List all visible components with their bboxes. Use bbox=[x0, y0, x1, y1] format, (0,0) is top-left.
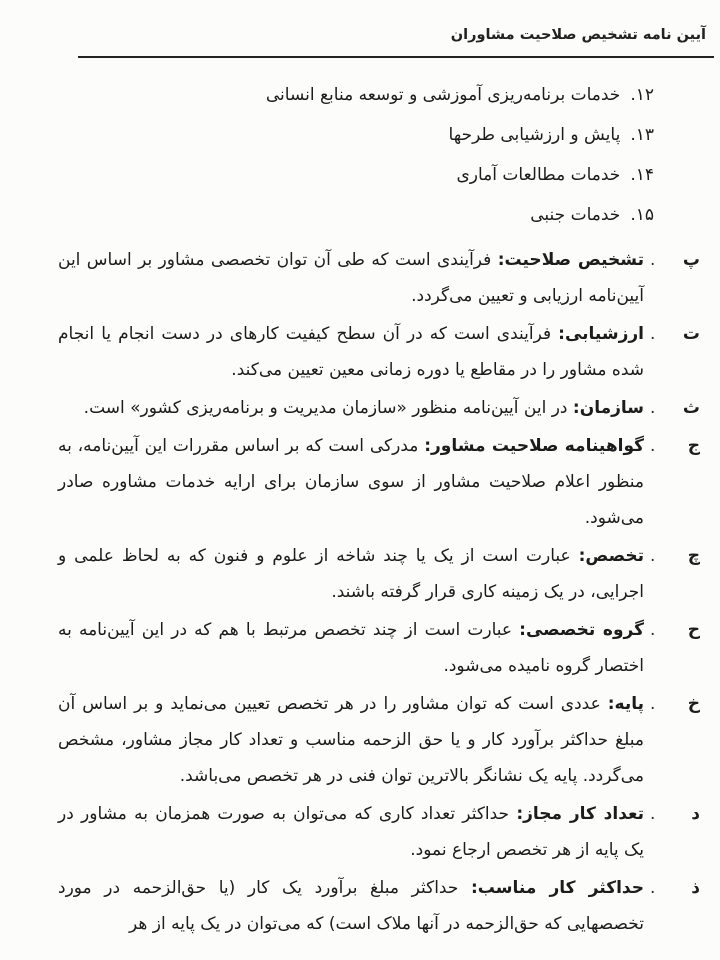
definition-body: فرآیندی است که طی آن توان تخصصی مشاور بر اساس این آیین‌نامه ارزیابی و تعیین می‌گردد. bbox=[58, 250, 644, 306]
definition-item bbox=[58, 242, 700, 314]
marker-dot: . bbox=[650, 694, 656, 714]
item-marker bbox=[644, 612, 700, 684]
item-label: خدمات مطالعات آماری bbox=[456, 165, 621, 185]
definition-item bbox=[58, 390, 700, 426]
marker-dot: . bbox=[650, 250, 656, 270]
item-label: خدمات جنبی bbox=[530, 205, 621, 225]
marker-dot: . bbox=[650, 324, 656, 344]
definition-body: عددی است که توان مشاور را در هر تخصص تعیین می‌نماید و بر اساس آن مبلغ حداکثر برآورد کار و یا حق الزحمه مناسب و تعداد کار مجاز مشاور، مشخص می‌گردد. پایه یک نشانگر بالاترین توان فنی در هر تخصص می‌باشد. bbox=[58, 694, 644, 786]
item-label: خدمات برنامه‌ریزی آموزشی و توسعه منابع انسانی bbox=[265, 85, 621, 105]
definition-term: تخصص: bbox=[578, 546, 644, 566]
marker-dot: . bbox=[650, 436, 656, 456]
item-number: ۱۵. bbox=[630, 205, 654, 225]
definition-term: گواهینامه صلاحیت مشاور: bbox=[424, 436, 644, 456]
service-list-item bbox=[0, 75, 654, 115]
definition-item bbox=[58, 796, 700, 868]
definition-body: عبارت است از یک یا چند شاخه از علوم و فنون که به لحاظ علمی و اجرایی، در یک زمینه کاری قرار گرفته باشند. bbox=[58, 546, 644, 602]
item-marker bbox=[644, 538, 700, 610]
item-marker bbox=[644, 316, 700, 388]
marker-letter: ح bbox=[687, 620, 700, 640]
definition-text bbox=[58, 428, 644, 536]
item-label: پایش و ارزشیابی طرحها bbox=[448, 125, 621, 145]
definitions-list bbox=[0, 242, 720, 942]
item-marker bbox=[644, 870, 700, 942]
marker-letter: ج bbox=[687, 436, 700, 456]
marker-letter: ذ bbox=[691, 878, 700, 898]
service-list-item bbox=[0, 115, 654, 155]
definition-body: فرآیندی است که در آن سطح کیفیت کارهای در دست انجام یا انجام شده مشاور را در مقاطع یا دوره زمانی معین تعیین می‌کند. bbox=[58, 324, 644, 380]
definition-item bbox=[58, 612, 700, 684]
definition-term: تعداد کار مجاز: bbox=[516, 804, 644, 824]
definition-text bbox=[58, 316, 644, 388]
item-number: ۱۲. bbox=[630, 85, 654, 105]
definition-text bbox=[58, 686, 644, 794]
definition-item bbox=[58, 538, 700, 610]
definition-item bbox=[58, 316, 700, 388]
service-list-item bbox=[0, 195, 654, 235]
marker-letter: ث bbox=[682, 398, 700, 418]
marker-dot: . bbox=[650, 804, 656, 824]
service-list bbox=[0, 75, 720, 235]
definition-term: گروه تخصصی: bbox=[519, 620, 645, 640]
item-marker bbox=[644, 242, 700, 314]
marker-letter: ت bbox=[682, 324, 700, 344]
header-divider bbox=[78, 56, 714, 58]
definition-term: حداکثر کار مناسب: bbox=[471, 878, 644, 898]
definition-text bbox=[58, 612, 644, 684]
item-number: ۱۴. bbox=[630, 165, 654, 185]
definition-term: سازمان: bbox=[572, 398, 644, 418]
item-marker bbox=[644, 686, 700, 794]
marker-dot: . bbox=[650, 620, 656, 640]
marker-dot: . bbox=[650, 398, 656, 418]
definition-text bbox=[58, 242, 644, 314]
definition-text bbox=[58, 796, 644, 868]
item-marker bbox=[644, 428, 700, 536]
definition-text bbox=[58, 538, 644, 610]
definition-item bbox=[58, 870, 700, 942]
definition-text bbox=[58, 390, 644, 426]
definition-body: حداکثر تعداد کاری که می‌توان به صورت همزمان به مشاور در یک پایه از هر تخصص ارجاع نمود. bbox=[58, 804, 644, 860]
item-marker bbox=[644, 796, 700, 868]
definition-term: پایه: bbox=[607, 694, 644, 714]
definition-item bbox=[58, 686, 700, 794]
definition-body: مدرکی است که بر اساس مقررات این آیین‌نامه، به منظور اعلام صلاحیت مشاور از سوی سازمان برای ارایه خدمات مشاوره صادر می‌شود. bbox=[58, 436, 644, 528]
definition-term: تشخیص صلاحیت: bbox=[497, 250, 644, 270]
definition-body: در این آیین‌نامه منظور «سازمان مدیریت و برنامه‌ریزی کشور» است. bbox=[83, 398, 568, 418]
definition-text bbox=[58, 870, 644, 942]
item-number: ۱۳. bbox=[630, 125, 654, 145]
marker-dot: . bbox=[650, 878, 656, 898]
definition-body: عبارت است از چند تخصص مرتبط با هم که در این آیین‌نامه به اختصار گروه نامیده می‌شود. bbox=[58, 620, 644, 676]
service-list-item bbox=[0, 155, 654, 195]
definition-body: حداکثر مبلغ برآورد یک کار (یا حق‌الزحمه در مورد تخصصهایی که حق‌الزحمه در آنها ملاک است) که می‌توان در یک پایه از هر bbox=[58, 878, 644, 934]
running-title: آیین نامه تشخیص صلاحیت مشاوران bbox=[450, 27, 706, 43]
marker-letter: د bbox=[691, 804, 700, 824]
marker-dot: . bbox=[650, 546, 656, 566]
marker-letter: چ bbox=[687, 546, 700, 566]
definition-item bbox=[58, 428, 700, 536]
item-marker bbox=[644, 390, 700, 426]
definition-term: ارزشیابی: bbox=[558, 324, 644, 344]
page-header bbox=[0, 0, 720, 58]
marker-letter: خ bbox=[687, 694, 700, 714]
marker-letter: پ bbox=[682, 250, 700, 270]
